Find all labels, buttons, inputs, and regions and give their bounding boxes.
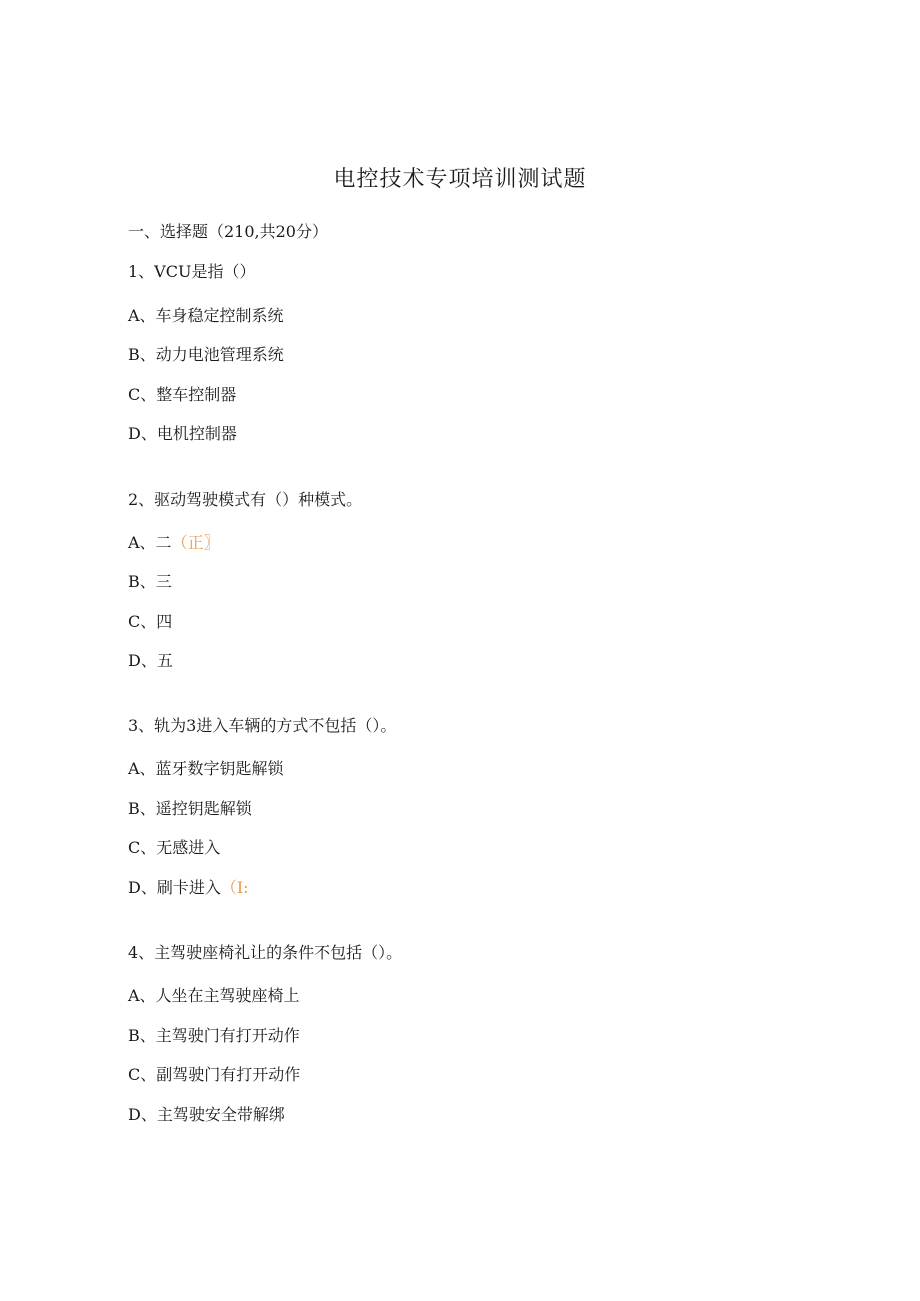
option-text: C、四 xyxy=(128,612,173,631)
question-3-option-a xyxy=(128,759,284,779)
question-2-option-a xyxy=(128,533,220,553)
option-text: A、蓝牙数字钥匙解锁 xyxy=(128,759,284,778)
option-text: A、车身稳定控制系统 xyxy=(128,306,284,325)
question-2-stem: 2、驱动驾驶模式有（）种模式。 xyxy=(128,490,363,509)
question-1-option-d xyxy=(128,424,237,444)
option-text: D、刷卡进入 xyxy=(128,878,221,897)
question-3-option-b xyxy=(128,799,252,819)
page-title: 电控技术专项培训测试题 xyxy=(333,167,587,192)
question-4-option-b xyxy=(128,1026,300,1046)
question-4-stem: 4、主驾驶座椅礼让的条件不包括（）。 xyxy=(128,943,403,962)
answer-mark: （正〗 xyxy=(171,533,220,552)
question-4-option-a xyxy=(128,986,300,1006)
question-2-option-b xyxy=(128,572,172,592)
question-1-option-a xyxy=(128,306,284,326)
option-text: C、无感进入 xyxy=(128,838,221,857)
section-heading: 一、选择题（210,共20分） xyxy=(128,222,328,241)
question-1-option-b xyxy=(128,345,284,365)
option-text: B、遥控钥匙解锁 xyxy=(128,799,252,818)
question-2-option-d xyxy=(128,651,173,671)
option-text: A、人坐在主驾驶座椅上 xyxy=(128,986,300,1005)
question-4-option-d xyxy=(128,1105,285,1125)
option-text: C、副驾驶门有打开动作 xyxy=(128,1065,301,1084)
question-3-option-d xyxy=(128,878,249,898)
option-text: B、主驾驶门有打开动作 xyxy=(128,1026,300,1045)
option-text: A、二 xyxy=(128,533,172,552)
option-text: D、五 xyxy=(128,651,173,670)
option-text: B、动力电池管理系统 xyxy=(128,345,284,364)
option-text: B、三 xyxy=(128,572,172,591)
question-1-option-c xyxy=(128,385,236,405)
question-3-option-c xyxy=(128,838,220,858)
option-text: C、整车控制器 xyxy=(128,385,237,404)
option-text: D、主驾驶安全带解绑 xyxy=(128,1105,285,1124)
question-2-option-c xyxy=(128,612,172,632)
answer-mark: （I: xyxy=(220,878,249,897)
question-1-stem: 1、VCU是指（） xyxy=(128,262,256,281)
question-3-stem: 3、轨为3进入车辆的方式不包括（）。 xyxy=(128,716,397,735)
question-4-option-c xyxy=(128,1065,300,1085)
option-text: D、电机控制器 xyxy=(128,424,237,443)
